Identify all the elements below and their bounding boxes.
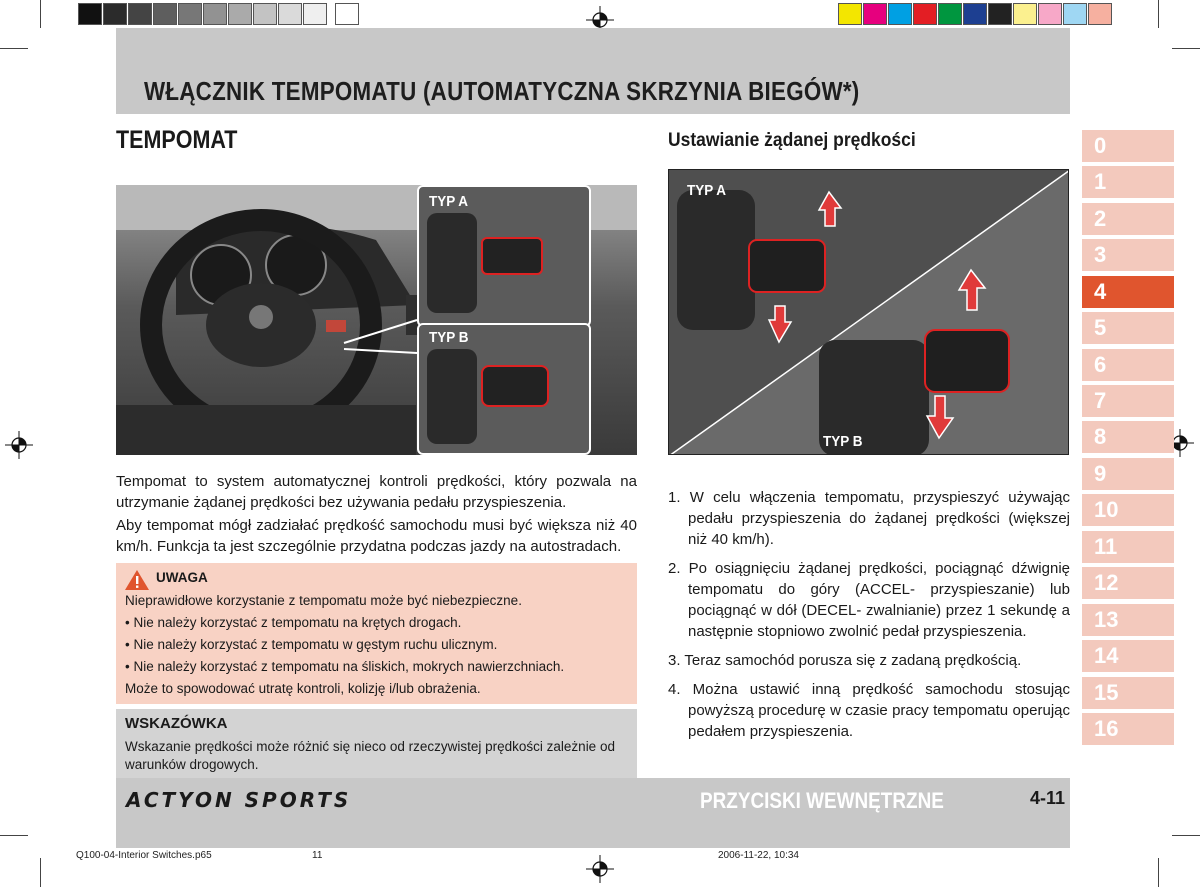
step-item: 3. Teraz samochód porusza się z zadaną prędkością. [668, 652, 1022, 669]
tab-chapter-9[interactable]: 9 [1082, 458, 1174, 490]
inset-type-b [417, 323, 591, 455]
step-item: 2. Po osiągnięciu żądanej prędkości, pociągnąć dźwignię tempomatu do góry (ACCEL- przyspieszanie) lub pociągnąć w dół (DECEL- zwalnianie) przez 1 sekundę a następnie stopniowo zwolnić pedał przyspieszenia. [668, 560, 1070, 640]
intro-paragraph: Tempomat to system automatycznej kontroli prędkości, który pozwala na utrzymanie żądanej prędkości bez używania pedału przyspieszenia. [116, 473, 637, 511]
tab-chapter-7[interactable]: 7 [1082, 385, 1174, 417]
warning-line: Nieprawidłowe korzystanie z tempomatu może być niebezpieczne. [125, 593, 522, 608]
tab-chapter-11[interactable]: 11 [1082, 531, 1174, 563]
warning-triangle-icon [124, 569, 150, 591]
footer-divider [62, 806, 76, 848]
type-a-label: TYP A [687, 182, 727, 199]
step-item: 1. W celu włączenia tempomatu, przyspieszyć używając pedału przyspieszenia do żądanej prędkości (większej niż 40 km/h). [668, 489, 1070, 548]
tip-title: WSKAZÓWKA [125, 715, 228, 732]
speed-paragraph: Aby tempomat mógł zadziałać prędkość samochodu musi być większa niż 40 km/h. Funkcja ta jest szczególnie przydatna podczas jazdy na autostradach. [116, 517, 637, 555]
slug-page: 11 [312, 850, 323, 861]
footer-section-title: PRZYCISKI WEWNĘTRZNE [700, 788, 944, 813]
type-b-label: TYP B [823, 433, 863, 450]
warning-line: Może to spowodować utratę kontroli, kolizję i/lub obrażenia. [125, 681, 481, 696]
tab-chapter-6[interactable]: 6 [1082, 349, 1174, 381]
tab-chapter-15[interactable]: 15 [1082, 677, 1174, 709]
lever-photo [668, 169, 1069, 455]
tab-chapter-16[interactable]: 16 [1082, 713, 1174, 745]
dashboard-photo [116, 185, 637, 455]
warning-line: • Nie należy korzystać z tempomatu na śliskich, mokrych nawierzchniach. [125, 659, 565, 674]
tab-chapter-10[interactable]: 10 [1082, 494, 1174, 526]
tab-chapter-1[interactable]: 1 [1082, 166, 1174, 198]
warning-title: UWAGA [156, 570, 208, 585]
type-b-label: TYP B [429, 329, 469, 346]
tab-chapter-5[interactable]: 5 [1082, 312, 1174, 344]
page-title: WŁĄCZNIK TEMPOMATU (AUTOMATYCZNA SKRZYNIA BIEGÓW*) [144, 76, 860, 106]
tab-chapter-14[interactable]: 14 [1082, 640, 1174, 672]
steps-list [668, 487, 1070, 750]
warning-box [116, 563, 637, 704]
warning-line: • Nie należy korzystać z tempomatu na krętych drogach. [125, 615, 462, 630]
type-a-label: TYP A [429, 193, 469, 210]
tab-chapter-3[interactable]: 3 [1082, 239, 1174, 271]
tip-box [116, 709, 637, 778]
inset-type-a [417, 185, 591, 327]
registration-target-icon [586, 855, 614, 883]
tab-chapter-12[interactable]: 12 [1082, 567, 1174, 599]
brand-logo-text: ACTYON SPORTS [126, 788, 352, 812]
section-heading: Ustawianie żądanej prędkości [668, 130, 916, 151]
brand-logo [126, 788, 386, 818]
step-item: 4. Można ustawić inną prędkość samochodu stosując powyższą procedurę w czasie pracy tempomatu operując pedałem przyspieszenia. [668, 681, 1070, 740]
tab-chapter-0[interactable]: 0 [1082, 130, 1174, 162]
registration-target-icon [5, 431, 33, 459]
page-number: 4-11 [1030, 788, 1066, 808]
tab-chapter-2[interactable]: 2 [1082, 203, 1174, 235]
tab-chapter-4[interactable]: 4 [1082, 276, 1174, 308]
slug-timestamp: 2006-11-22, 10:34 [718, 850, 799, 861]
tab-chapter-13[interactable]: 13 [1082, 604, 1174, 636]
warning-line: • Nie należy korzystać z tempomatu w gęstym ruchu ulicznym. [125, 637, 498, 652]
section-heading: TEMPOMAT [116, 126, 238, 154]
tab-chapter-8[interactable]: 8 [1082, 421, 1174, 453]
tip-text: Wskazanie prędkości może różnić się nieco od rzeczywistej prędkości zależnie od warunków drogowych. [125, 739, 615, 772]
slug-filename: Q100-04-Interior Switches.p65 [76, 850, 212, 861]
